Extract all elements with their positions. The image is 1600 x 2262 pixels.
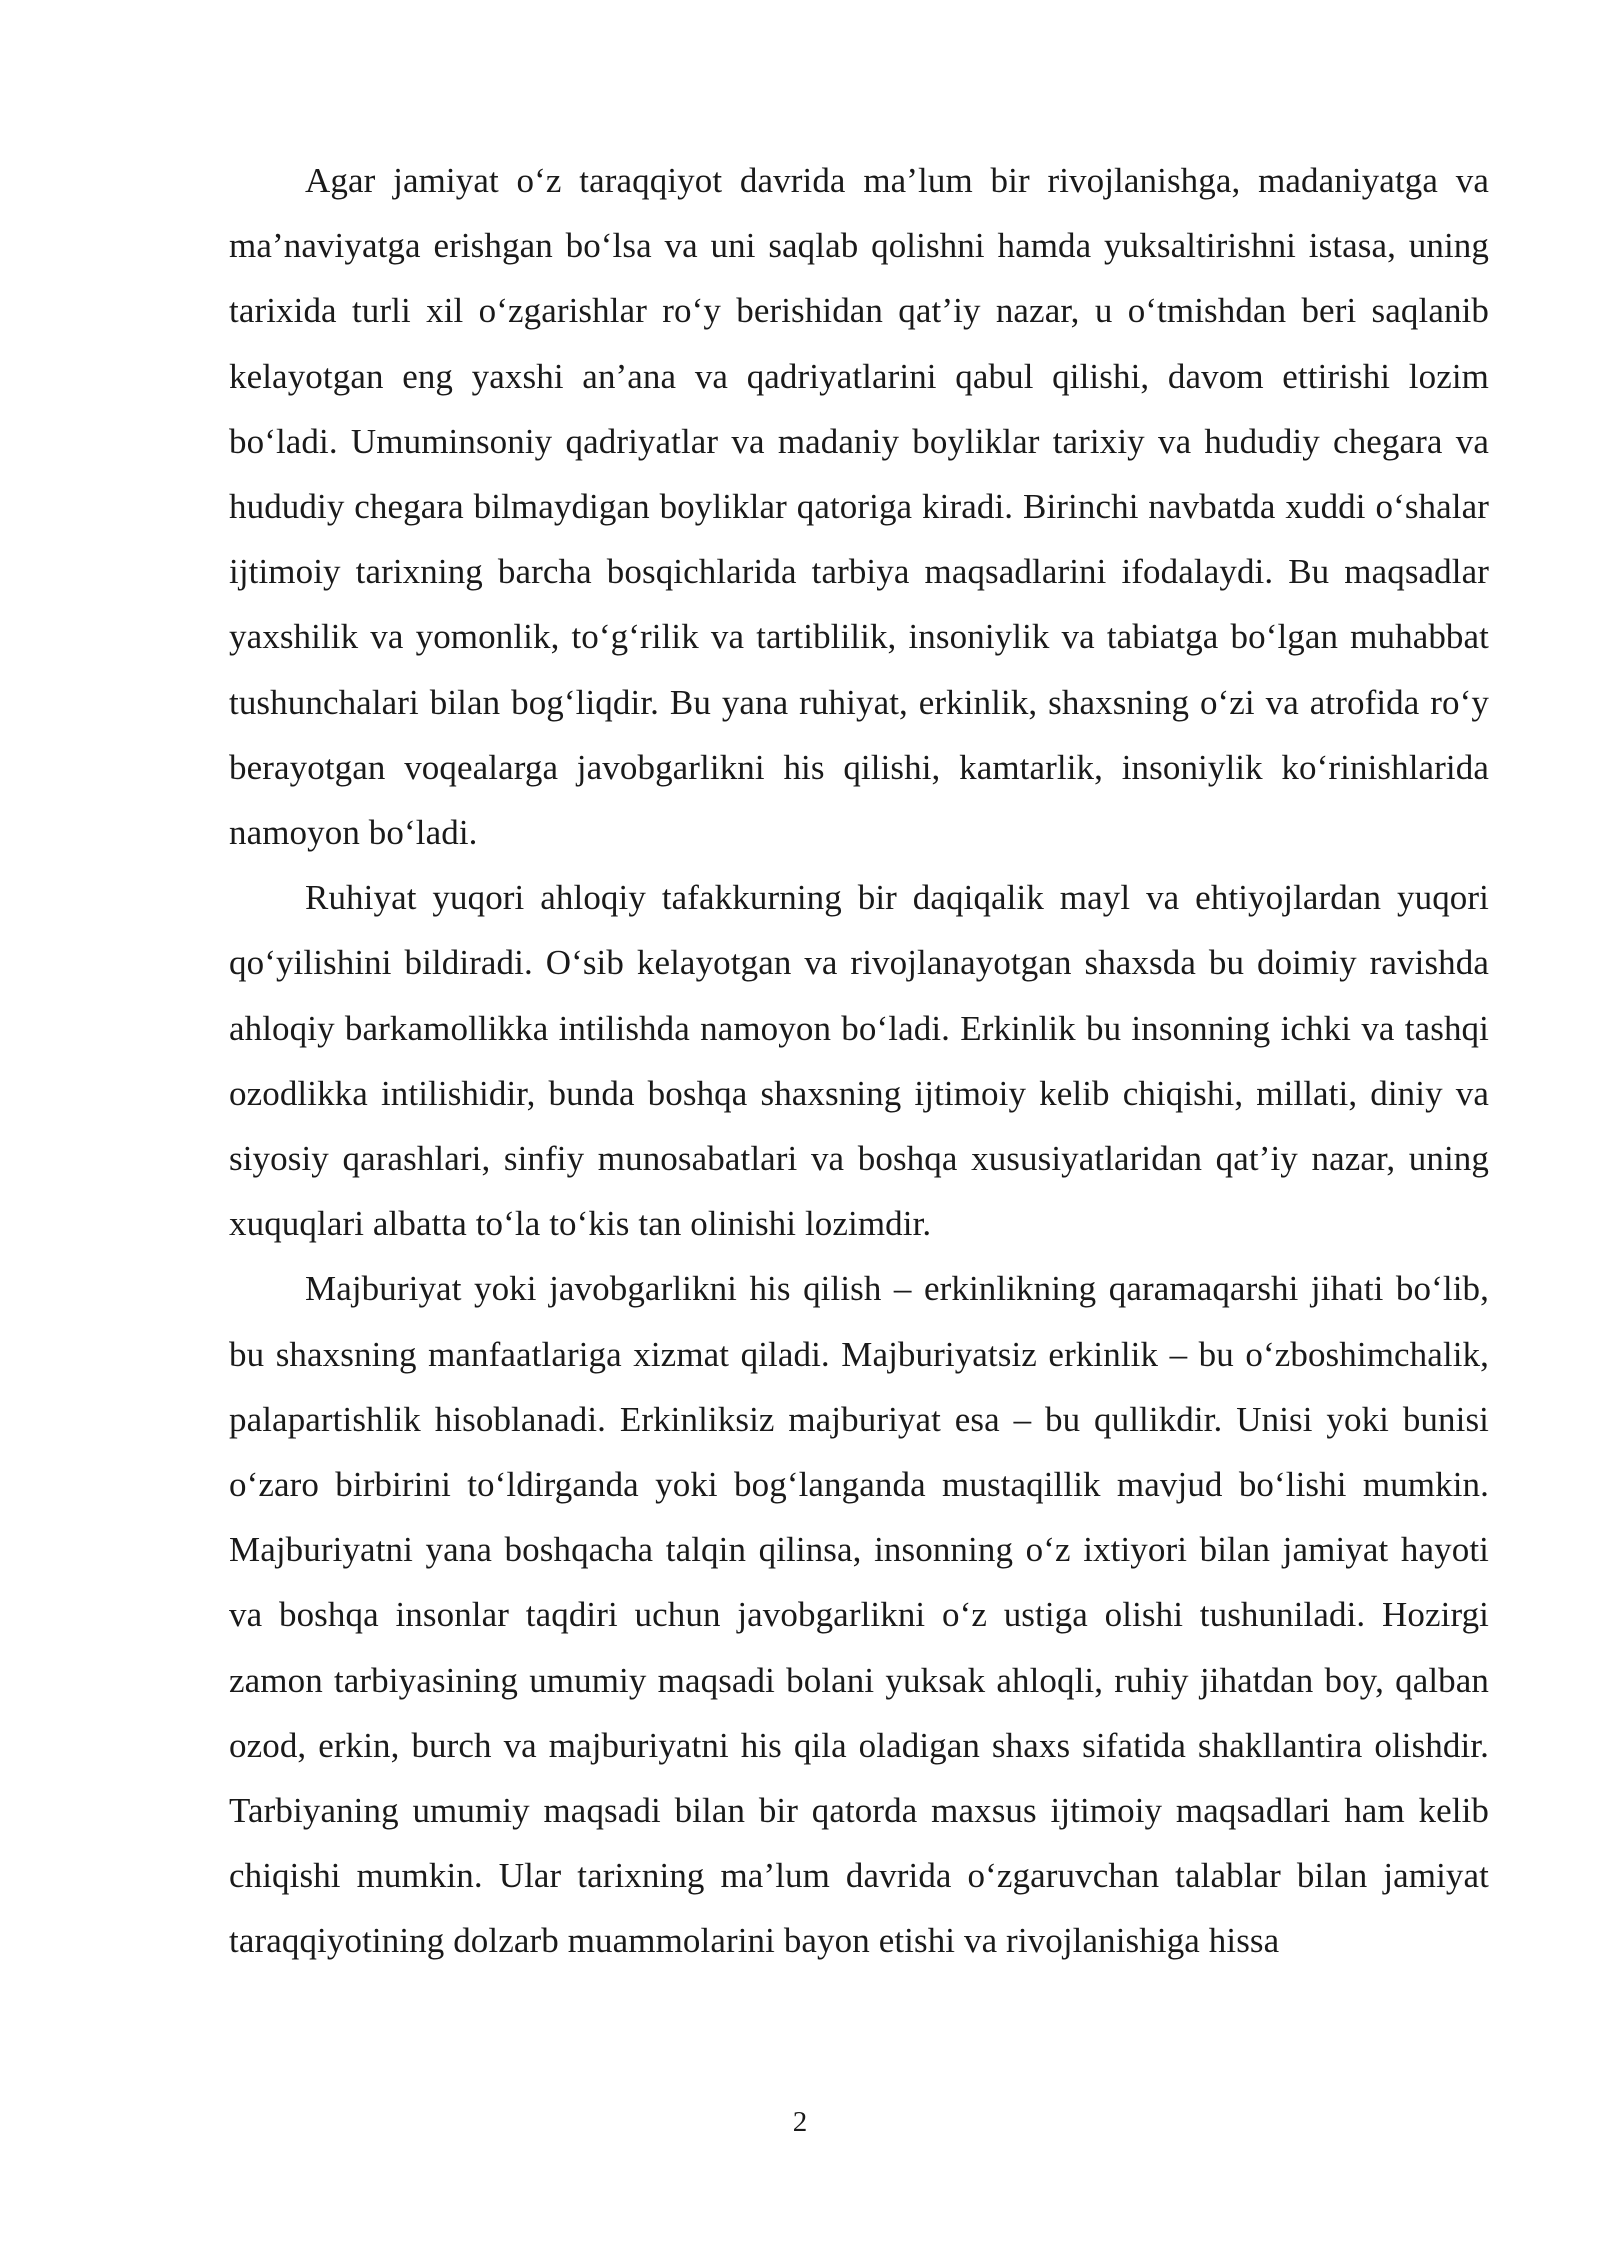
page-body: [229, 148, 1489, 1974]
paragraph-1: Agar jamiyat o‘z taraqqiyot davrida ma’lum bir rivojlanishga, madaniyatga va ma’naviyatga erishgan bo‘lsa va uni saqlab qolishni hamda yuksaltirishni istasa, uning tarixida turli xil o‘zgarishlar ro‘y berishidan qat’iy nazar, u o‘tmishdan beri saqlanib kelayotgan eng yaxshi an’ana va qadriyatlarini qabul qilishi, davom ettirishi lozim bo‘ladi. Umuminsoniy qadriyatlar va madaniy boyliklar tarixiy va hududiy chegara va hududiy chegara bilmaydigan boyliklar qatoriga kiradi. Birinchi navbatda xuddi o‘shalar ijtimoiy tarixning barcha bosqichlarida tarbiya maqsadlarini ifodalaydi. Bu maqsadlar yaxshilik va yomonlik, to‘g‘rilik va tartiblilik, insoniylik va tabiatga bo‘lgan muhabbat tushunchalari bilan bog‘liqdir. Bu yana ruhiyat, erkinlik, shaxsning o‘zi va atrofida ro‘y berayotgan voqealarga javobgarlikni his qilishi, kamtarlik, insoniylik ko‘rinishlarida namoyon bo‘ladi.: [229, 161, 1489, 853]
paragraph-2: Ruhiyat yuqori ahloqiy tafakkurning bir daqiqalik mayl va ehtiyojlardan yuqori qo‘yilishini bildiradi. O‘sib kelayotgan va rivojlanayotgan shaxsda bu doimiy ravishda ahloqiy barkamollikka intilishda namoyon bo‘ladi. Erkinlik bu insonning ichki va tashqi ozodlikka intilishidir, bunda boshqa shaxsning ijtimoiy kelib chiqishi, millati, diniy va siyosiy qarashlari, sinfiy munosabatlari va boshqa xususiyatlaridan qat’iy nazar, uning xuquqlari albatta to‘la to‘kis tan olinishi lozimdir.: [229, 878, 1489, 1244]
page-number: 2: [792, 2106, 808, 2138]
paragraph-3: Majburiyat yoki javobgarlikni his qilish – erkinlikning qaramaqarshi jihati bo‘lib, bu shaxsning manfaatlariga xizmat qiladi. Majburiyatsiz erkinlik – bu o‘zboshimchalik, palapartishlik hisoblanadi. Erkinliksiz majburiyat esa – bu qullikdir. Unisi yoki bunisi o‘zaro birbirini to‘ldirganda yoki bog‘langanda mustaqillik mavjud bo‘lishi mumkin. Majburiyatni yana boshqacha talqin qilinsa, insonning o‘z ixtiyori bilan jamiyat hayoti va boshqa insonlar taqdiri uchun javobgarlikni o‘z ustiga olishi tushuniladi. Hozirgi zamon tarbiyasining umumiy maqsadi bolani yuksak ahloqli, ruhiy jihatdan boy, qalban ozod, erkin, burch va majburiyatni his qila oladigan shaxs sifatida shakllantira olishdir. Tarbiyaning umumiy maqsadi bilan bir qatorda maxsus ijtimoiy maqsadlari ham kelib chiqishi mumkin. Ular tarixning ma’lum davrida o‘zgaruvchan talablar bilan jamiyat taraqqiyotining dolzarb muammolarini bayon etishi va rivojlanishiga hissa: [229, 1269, 1489, 1961]
